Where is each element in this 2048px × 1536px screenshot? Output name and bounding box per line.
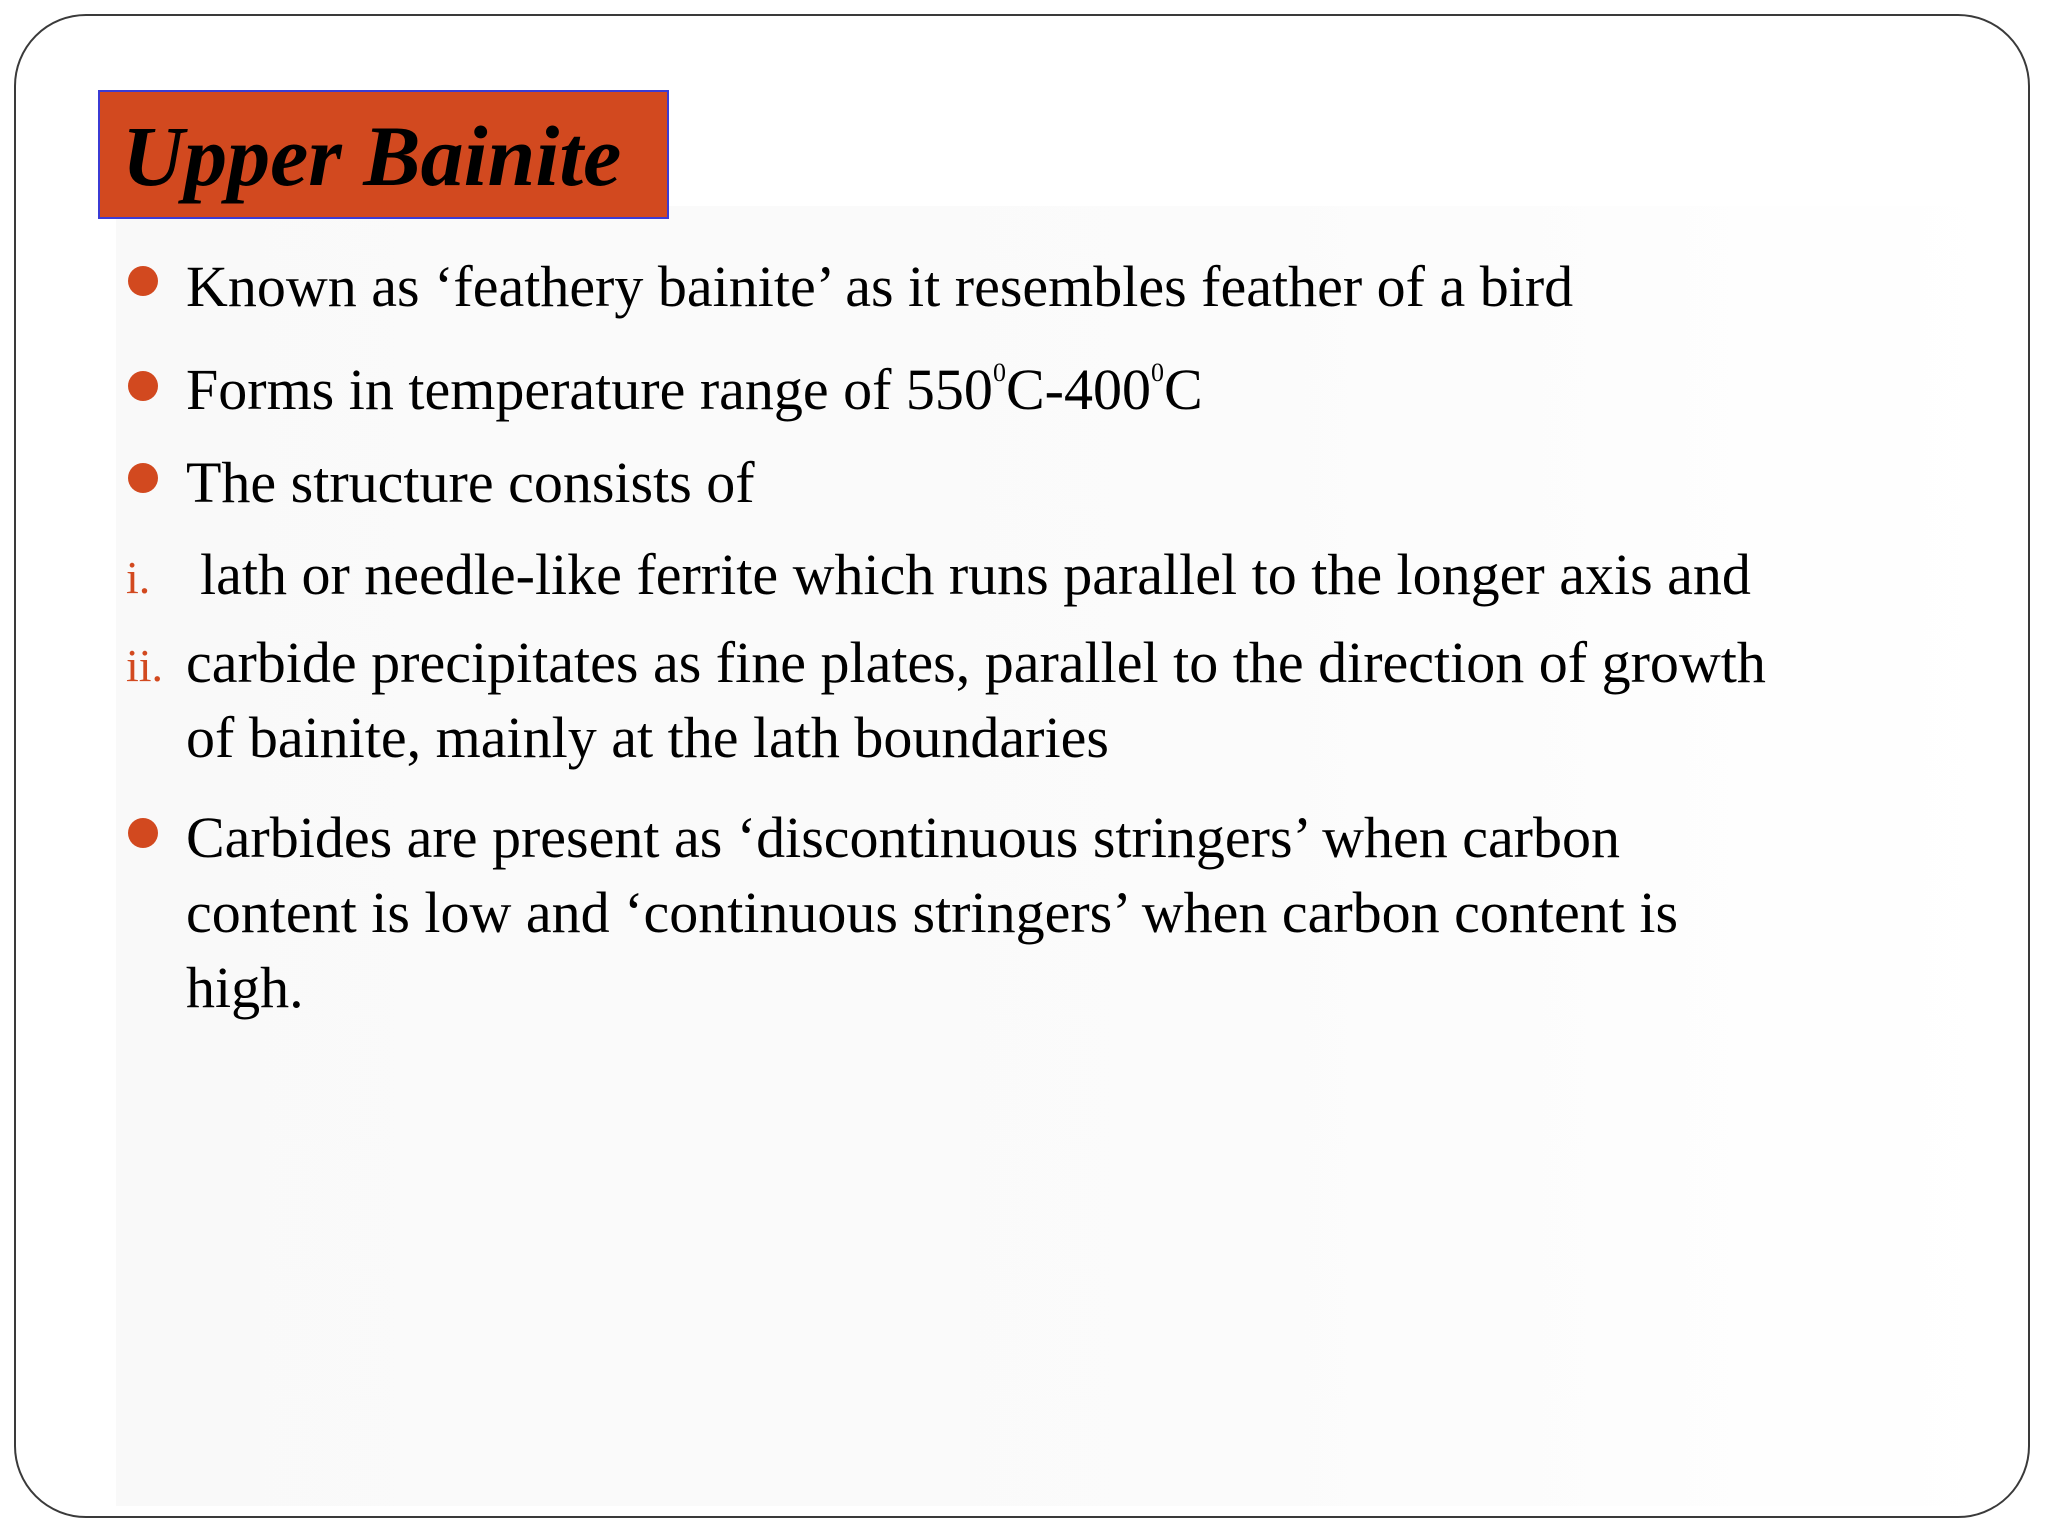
bullet-text-3: The structure consists of — [186, 450, 755, 515]
sub-item-numeral-ii: ii. — [126, 640, 164, 691]
bullet-text-4-line-2: content is low and ‘continuous stringers’ when carbon content is — [186, 880, 1679, 945]
bullet-text-4-line-3: high. — [186, 955, 304, 1020]
bullet-dot-icon — [128, 266, 158, 296]
slide-title: Upper Bainite — [122, 108, 622, 204]
temperature-prefix: Forms in temperature range of 550 — [186, 357, 993, 422]
bullet-dot-icon — [128, 371, 158, 401]
superscript-degree: 0 — [1150, 358, 1164, 387]
sub-item-numeral-i: i. — [126, 552, 151, 603]
temperature-mid: C-400 — [1005, 357, 1151, 422]
bullet-dot-icon — [128, 818, 158, 848]
temperature-suffix: C — [1163, 357, 1203, 422]
sub-item-text-ii-line-2: of bainite, mainly at the lath boundaries — [186, 705, 1109, 770]
slide-frame — [14, 14, 2030, 1518]
bullet-text-4-line-1: Carbides are present as ‘discontinuous stringers’ when carbon — [186, 805, 1620, 870]
bullet-text-1: Known as ‘feathery bainite’ as it resembles feather of a bird — [186, 254, 1574, 319]
bullet-text-2 — [186, 352, 1203, 427]
title-box — [98, 90, 669, 219]
bullet-dot-icon — [128, 463, 158, 493]
sub-item-text-ii-line-1: carbide precipitates as fine plates, parallel to the direction of growth — [186, 630, 1766, 695]
superscript-degree: 0 — [992, 358, 1006, 387]
sub-item-text-i: lath or needle-like ferrite which runs parallel to the longer axis and — [200, 542, 1751, 607]
